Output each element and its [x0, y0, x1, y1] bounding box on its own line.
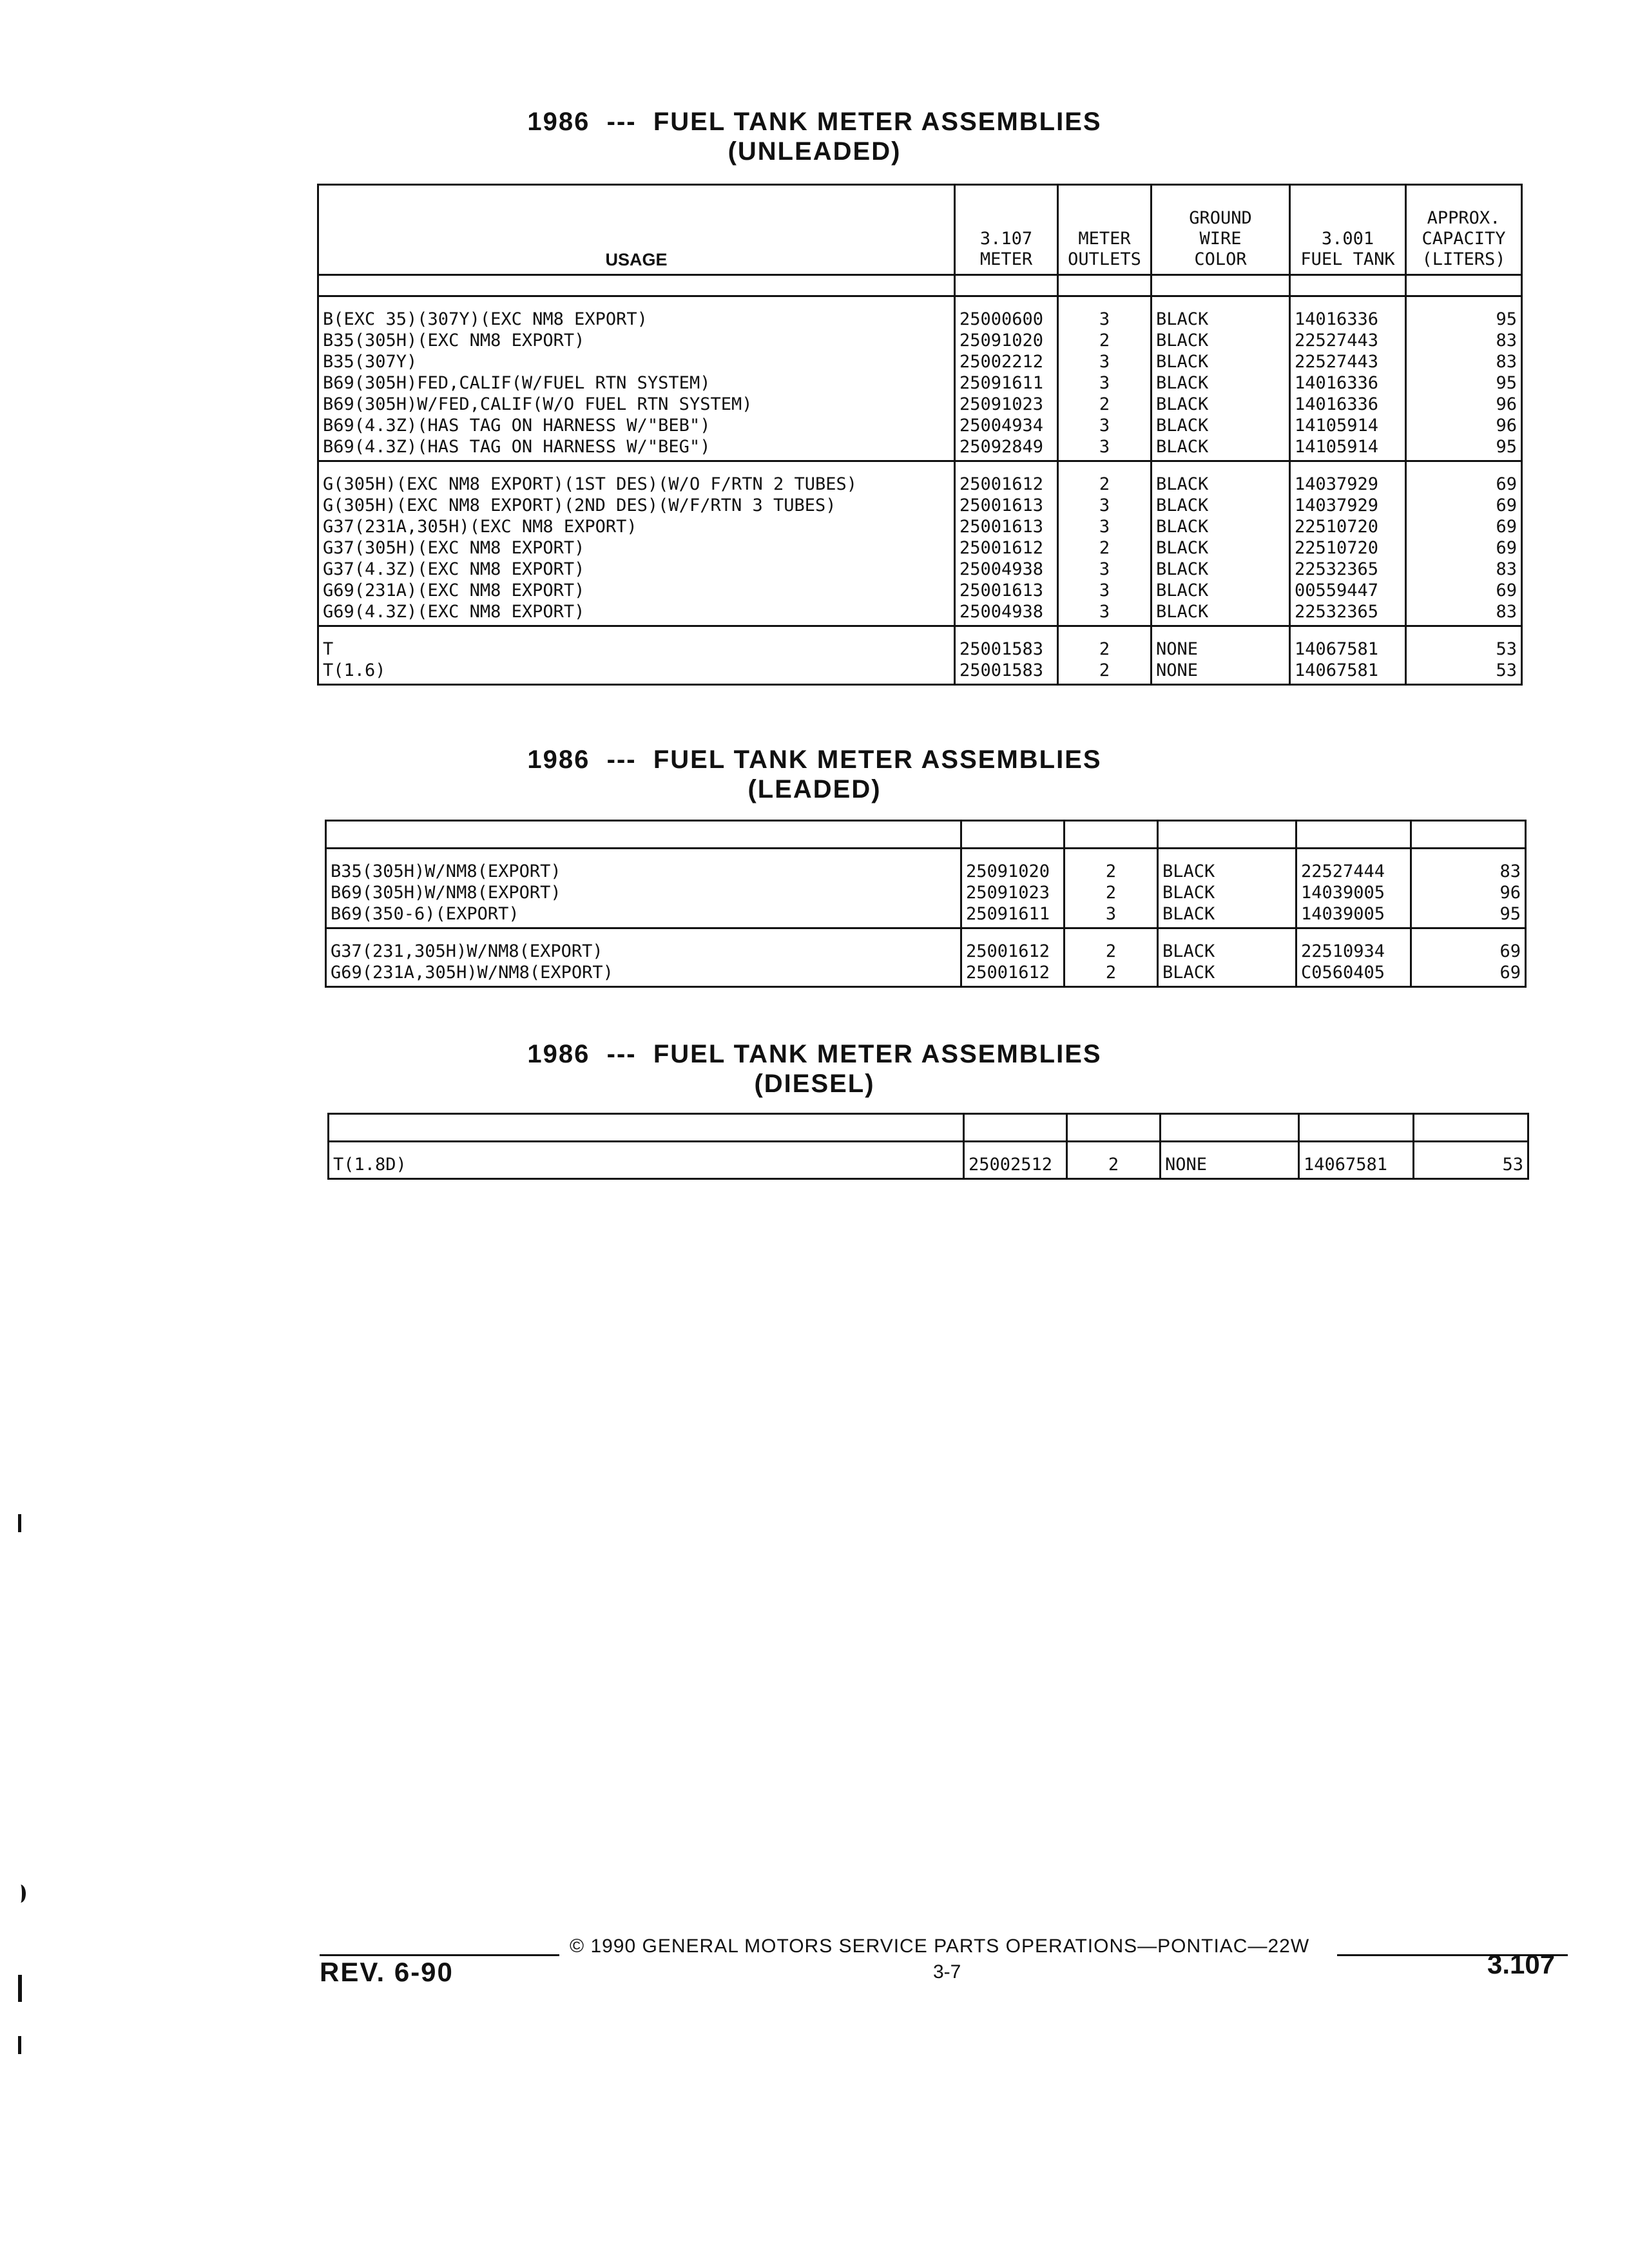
fuel-tank-part-number: 14016336: [1290, 372, 1406, 394]
ground-wire-color: BLACK: [1152, 601, 1290, 626]
fuel-tank-part-number: 14037929: [1290, 495, 1406, 516]
table-row: [329, 1142, 1528, 1179]
usage-cell: B69(350-6)(EXPORT): [326, 903, 961, 928]
usage-cell: G69(231A)(EXC NM8 EXPORT): [318, 580, 955, 601]
ground-wire-color: BLACK: [1158, 962, 1296, 987]
meter-outlets: 3: [1058, 516, 1152, 537]
leaded-table: [325, 820, 1527, 988]
capacity-liters: 95: [1406, 436, 1522, 461]
meter-part-number: 25091020: [961, 849, 1065, 883]
header-ground-wire-color: GROUND WIRE COLOR: [1152, 185, 1290, 275]
ground-wire-color: BLACK: [1152, 537, 1290, 559]
usage-cell: G37(231A,305H)(EXC NM8 EXPORT): [318, 516, 955, 537]
meter-outlets: 3: [1058, 372, 1152, 394]
meter-outlets: 2: [1058, 537, 1152, 559]
table-row: [318, 330, 1522, 351]
fuel-tank-part-number: 22527443: [1290, 330, 1406, 351]
header-fuel-tank: 3.001 FUEL TANK: [1290, 185, 1406, 275]
usage-cell: G69(231A,305H)W/NM8(EXPORT): [326, 962, 961, 987]
margin-mark: [18, 2036, 21, 2054]
fuel-tank-part-number: 14037929: [1290, 461, 1406, 495]
fuel-tank-part-number: 22532365: [1290, 601, 1406, 626]
margin-mark: [15, 1885, 26, 1903]
ground-wire-color: BLACK: [1152, 461, 1290, 495]
table-row: [318, 537, 1522, 559]
usage-cell: G(305H)(EXC NM8 EXPORT)(1ST DES)(W/O F/RTN 2 TUBES): [318, 461, 955, 495]
table-row: [318, 516, 1522, 537]
title-dashes: ---: [606, 745, 637, 774]
meter-part-number: 25001613: [955, 516, 1058, 537]
usage-cell: B35(305H)W/NM8(EXPORT): [326, 849, 961, 883]
meter-outlets: 3: [1058, 415, 1152, 436]
title-dashes: ---: [606, 1040, 637, 1068]
margin-mark: [18, 1514, 21, 1532]
table-row: [326, 882, 1526, 903]
ground-wire-color: BLACK: [1152, 296, 1290, 331]
meter-outlets: 2: [1058, 394, 1152, 415]
usage-cell: B69(305H)FED,CALIF(W/FUEL RTN SYSTEM): [318, 372, 955, 394]
diesel-table: [327, 1113, 1529, 1180]
title-subtitle: (LEADED): [747, 775, 882, 803]
table-row: [326, 849, 1526, 883]
unleaded-table: [317, 184, 1523, 686]
capacity-liters: 69: [1406, 537, 1522, 559]
fuel-tank-part-number: 22532365: [1290, 559, 1406, 580]
ground-wire-color: BLACK: [1152, 495, 1290, 516]
fuel-tank-part-number: 22527444: [1296, 849, 1411, 883]
meter-outlets: 2: [1058, 330, 1152, 351]
title-text: FUEL TANK METER ASSEMBLIES: [653, 108, 1102, 136]
meter-outlets: 2: [1065, 882, 1158, 903]
capacity-liters: 69: [1406, 516, 1522, 537]
meter-part-number: 25091020: [955, 330, 1058, 351]
title-year: 1986: [527, 745, 590, 774]
capacity-liters: 69: [1406, 461, 1522, 495]
usage-cell: B69(4.3Z)(HAS TAG ON HARNESS W/"BEB"): [318, 415, 955, 436]
ground-wire-color: NONE: [1161, 1142, 1299, 1179]
copyright-text: © 1990 GENERAL MOTORS SERVICE PARTS OPERATIONS—PONTIAC—22W: [570, 1936, 1310, 1957]
section-title-unleaded: [0, 107, 1629, 166]
meter-part-number: 25091611: [961, 903, 1065, 928]
fuel-tank-part-number: 14105914: [1290, 436, 1406, 461]
capacity-liters: 53: [1406, 660, 1522, 685]
meter-part-number: 25004938: [955, 559, 1058, 580]
meter-part-number: 25002212: [955, 351, 1058, 372]
usage-cell: G69(4.3Z)(EXC NM8 EXPORT): [318, 601, 955, 626]
meter-part-number: 25091611: [955, 372, 1058, 394]
header-capacity: APPROX. CAPACITY (LITERS): [1406, 185, 1522, 275]
ground-wire-color: NONE: [1152, 660, 1290, 685]
title-dashes: ---: [606, 108, 637, 136]
meter-part-number: 25001612: [961, 928, 1065, 963]
capacity-liters: 96: [1411, 882, 1526, 903]
header-usage: USAGE: [318, 185, 955, 275]
table-row: [326, 928, 1526, 963]
meter-outlets: 3: [1058, 296, 1152, 331]
capacity-liters: 69: [1406, 495, 1522, 516]
meter-part-number: 25092849: [955, 436, 1058, 461]
revision-label: REV. 6-90: [320, 1957, 454, 1987]
meter-outlets: 3: [1058, 559, 1152, 580]
table-row: [318, 601, 1522, 626]
meter-outlets: 2: [1065, 928, 1158, 963]
fuel-tank-part-number: 14016336: [1290, 394, 1406, 415]
fuel-tank-part-number: 14067581: [1299, 1142, 1414, 1179]
usage-cell: B69(305H)W/FED,CALIF(W/O FUEL RTN SYSTEM): [318, 394, 955, 415]
ground-wire-color: BLACK: [1158, 849, 1296, 883]
meter-outlets: 2: [1067, 1142, 1161, 1179]
fuel-tank-part-number: 14039005: [1296, 882, 1411, 903]
header-outlets: METER OUTLETS: [1058, 185, 1152, 275]
ground-wire-color: BLACK: [1152, 580, 1290, 601]
table-row: [326, 962, 1526, 987]
table-row: [318, 495, 1522, 516]
table-row: [318, 372, 1522, 394]
title-subtitle: (UNLEADED): [728, 137, 901, 166]
meter-outlets: 2: [1058, 461, 1152, 495]
capacity-liters: 53: [1406, 626, 1522, 660]
title-year: 1986: [527, 1040, 590, 1068]
ground-wire-color: BLACK: [1152, 394, 1290, 415]
capacity-liters: 83: [1406, 351, 1522, 372]
capacity-liters: 83: [1411, 849, 1526, 883]
meter-part-number: 25001613: [955, 580, 1058, 601]
meter-outlets: 2: [1058, 660, 1152, 685]
ground-wire-color: BLACK: [1152, 559, 1290, 580]
meter-outlets: 3: [1058, 351, 1152, 372]
meter-outlets: 3: [1058, 495, 1152, 516]
fuel-tank-part-number: 14105914: [1290, 415, 1406, 436]
ground-wire-color: BLACK: [1152, 330, 1290, 351]
usage-cell: B69(4.3Z)(HAS TAG ON HARNESS W/"BEG"): [318, 436, 955, 461]
meter-part-number: 25004934: [955, 415, 1058, 436]
ground-wire-color: BLACK: [1158, 903, 1296, 928]
table-row: [318, 351, 1522, 372]
meter-outlets: 2: [1058, 626, 1152, 660]
capacity-liters: 83: [1406, 601, 1522, 626]
capacity-liters: 69: [1411, 928, 1526, 963]
header-meter: 3.107 METER: [955, 185, 1058, 275]
capacity-liters: 95: [1406, 296, 1522, 331]
table-row: [318, 296, 1522, 331]
meter-part-number: 25004938: [955, 601, 1058, 626]
meter-part-number: 25001613: [955, 495, 1058, 516]
title-text: FUEL TANK METER ASSEMBLIES: [653, 1040, 1102, 1068]
ground-wire-color: BLACK: [1152, 351, 1290, 372]
page-number: 3-7: [933, 1961, 961, 1983]
meter-part-number: 25000600: [955, 296, 1058, 331]
title-year: 1986: [527, 108, 590, 136]
usage-cell: G37(305H)(EXC NM8 EXPORT): [318, 537, 955, 559]
capacity-liters: 95: [1411, 903, 1526, 928]
meter-outlets: 3: [1065, 903, 1158, 928]
fuel-tank-part-number: 00559447: [1290, 580, 1406, 601]
capacity-liters: 95: [1406, 372, 1522, 394]
capacity-liters: 53: [1414, 1142, 1528, 1179]
capacity-liters: 96: [1406, 415, 1522, 436]
fuel-tank-part-number: 22527443: [1290, 351, 1406, 372]
table-row: [318, 415, 1522, 436]
meter-outlets: 3: [1058, 601, 1152, 626]
meter-part-number: 25001583: [955, 660, 1058, 685]
usage-cell: B35(307Y): [318, 351, 955, 372]
meter-part-number: 25001583: [955, 626, 1058, 660]
section-title-diesel: [0, 1039, 1629, 1099]
fuel-tank-part-number: 14067581: [1290, 626, 1406, 660]
meter-part-number: 25091023: [955, 394, 1058, 415]
capacity-liters: 83: [1406, 330, 1522, 351]
ground-wire-color: BLACK: [1152, 415, 1290, 436]
table-row: [318, 394, 1522, 415]
fuel-tank-part-number: 22510934: [1296, 928, 1411, 963]
footer-rule-left: [320, 1954, 559, 1956]
meter-part-number: 25001612: [955, 537, 1058, 559]
meter-outlets: 3: [1058, 436, 1152, 461]
ground-wire-color: BLACK: [1152, 516, 1290, 537]
table-row: [326, 903, 1526, 928]
ground-wire-color: BLACK: [1158, 928, 1296, 963]
meter-outlets: 3: [1058, 580, 1152, 601]
table-row: [318, 660, 1522, 685]
capacity-liters: 69: [1406, 580, 1522, 601]
table-row: [318, 436, 1522, 461]
title-subtitle: (DIESEL): [754, 1070, 875, 1098]
ground-wire-color: BLACK: [1152, 436, 1290, 461]
fuel-tank-part-number: C0560405: [1296, 962, 1411, 987]
capacity-liters: 69: [1411, 962, 1526, 987]
fuel-tank-part-number: 22510720: [1290, 537, 1406, 559]
meter-outlets: 2: [1065, 962, 1158, 987]
fuel-tank-part-number: 14016336: [1290, 296, 1406, 331]
fuel-tank-part-number: 14067581: [1290, 660, 1406, 685]
fuel-tank-part-number: 22510720: [1290, 516, 1406, 537]
meter-part-number: 25091023: [961, 882, 1065, 903]
usage-cell: B(EXC 35)(307Y)(EXC NM8 EXPORT): [318, 296, 955, 331]
usage-cell: B35(305H)(EXC NM8 EXPORT): [318, 330, 955, 351]
capacity-liters: 83: [1406, 559, 1522, 580]
usage-cell: T(1.8D): [329, 1142, 964, 1179]
meter-part-number: 25001612: [955, 461, 1058, 495]
table-row: [318, 626, 1522, 660]
section-title-leaded: [0, 745, 1629, 804]
ground-wire-color: BLACK: [1158, 882, 1296, 903]
table-row: [318, 461, 1522, 495]
title-text: FUEL TANK METER ASSEMBLIES: [653, 745, 1102, 774]
usage-cell: T(1.6): [318, 660, 955, 685]
meter-part-number: 25002512: [964, 1142, 1067, 1179]
usage-cell: G(305H)(EXC NM8 EXPORT)(2ND DES)(W/F/RTN 3 TUBES): [318, 495, 955, 516]
usage-cell: G37(231,305H)W/NM8(EXPORT): [326, 928, 961, 963]
meter-part-number: 25001612: [961, 962, 1065, 987]
ground-wire-color: NONE: [1152, 626, 1290, 660]
margin-mark: [18, 1975, 22, 2002]
usage-cell: G37(4.3Z)(EXC NM8 EXPORT): [318, 559, 955, 580]
usage-cell: B69(305H)W/NM8(EXPORT): [326, 882, 961, 903]
meter-outlets: 2: [1065, 849, 1158, 883]
usage-cell: T: [318, 626, 955, 660]
capacity-liters: 96: [1406, 394, 1522, 415]
table-row: [318, 559, 1522, 580]
table-row: [318, 580, 1522, 601]
ground-wire-color: BLACK: [1152, 372, 1290, 394]
section-number: 3.107: [1487, 1949, 1556, 1979]
fuel-tank-part-number: 14039005: [1296, 903, 1411, 928]
